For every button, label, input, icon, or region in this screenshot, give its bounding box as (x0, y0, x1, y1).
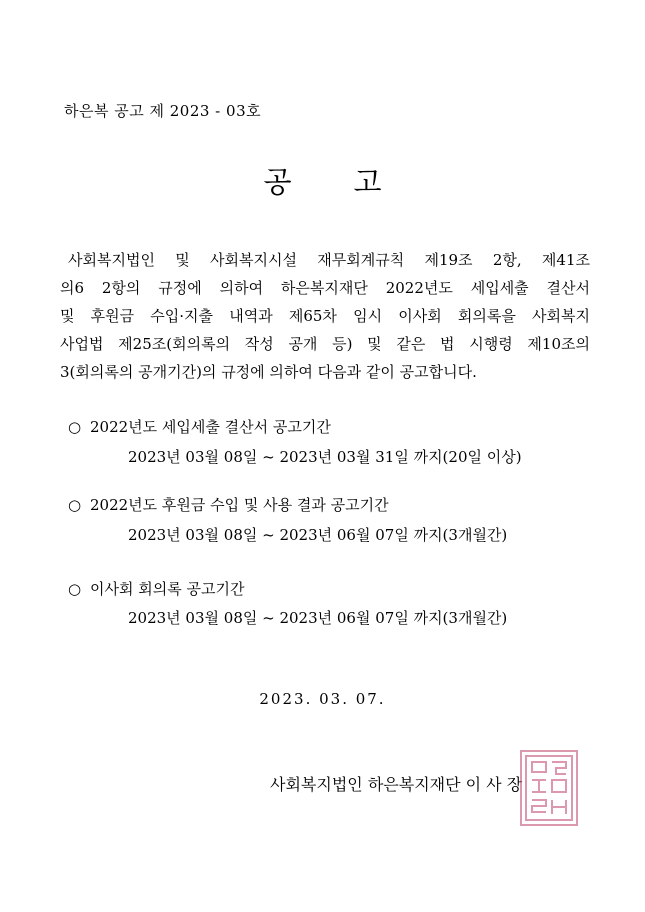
body-line: 3(회의록의 공개기간)의 규정에 의하여 다음과 같이 공고합니다. (60, 363, 477, 381)
signer-name: 사회복지법인 하은복지재단 이 사 장 (270, 775, 523, 794)
item-period: 2023년 03월 08일 ~ 2023년 06월 07일 까지(3개월간) (128, 526, 508, 544)
item-minutes (68, 578, 244, 599)
official-seal-icon (518, 748, 580, 828)
body-line: 의6 2항의 규정에 의하여 하은복지재단 2022년도 세입세출 결산서 (60, 279, 590, 297)
title-char-2: 고 (353, 165, 382, 199)
item-period: 2023년 03월 08일 ~ 2023년 06월 07일 까지(3개월간) (128, 609, 508, 627)
notice-number: 하은복 공고 제 2023 - 03호 (64, 102, 262, 120)
notice-title (0, 160, 645, 201)
circle-bullet-icon: ○ (68, 496, 82, 514)
item-donation (68, 494, 389, 515)
item-settlement (68, 416, 331, 437)
title-char-1: 공 (263, 165, 292, 199)
circle-bullet-icon: ○ (68, 418, 82, 436)
body-line: 사회복지법인 및 사회복지시설 재무회계규칙 제19조 2항, 제41조 (68, 251, 590, 269)
circle-bullet-icon: ○ (68, 580, 82, 598)
notice-date: 2023. 03. 07. (259, 690, 386, 708)
item-label: 이사회 회의록 공고기간 (90, 580, 245, 598)
item-period: 2023년 03월 08일 ~ 2023년 03월 31일 까지(20일 이상) (128, 448, 522, 466)
body-line: 사업법 제25조(회의록의 작성 공개 등) 및 같은 법 시행령 제10조의 (60, 335, 590, 353)
item-label: 2022년도 세입세출 결산서 공고기간 (90, 418, 331, 436)
notice-body (60, 246, 590, 386)
body-line: 및 후원금 수입·지출 내역과 제65차 임시 이사회 회의록을 사회복지 (60, 307, 590, 325)
item-label: 2022년도 후원금 수입 및 사용 결과 공고기간 (90, 496, 389, 514)
